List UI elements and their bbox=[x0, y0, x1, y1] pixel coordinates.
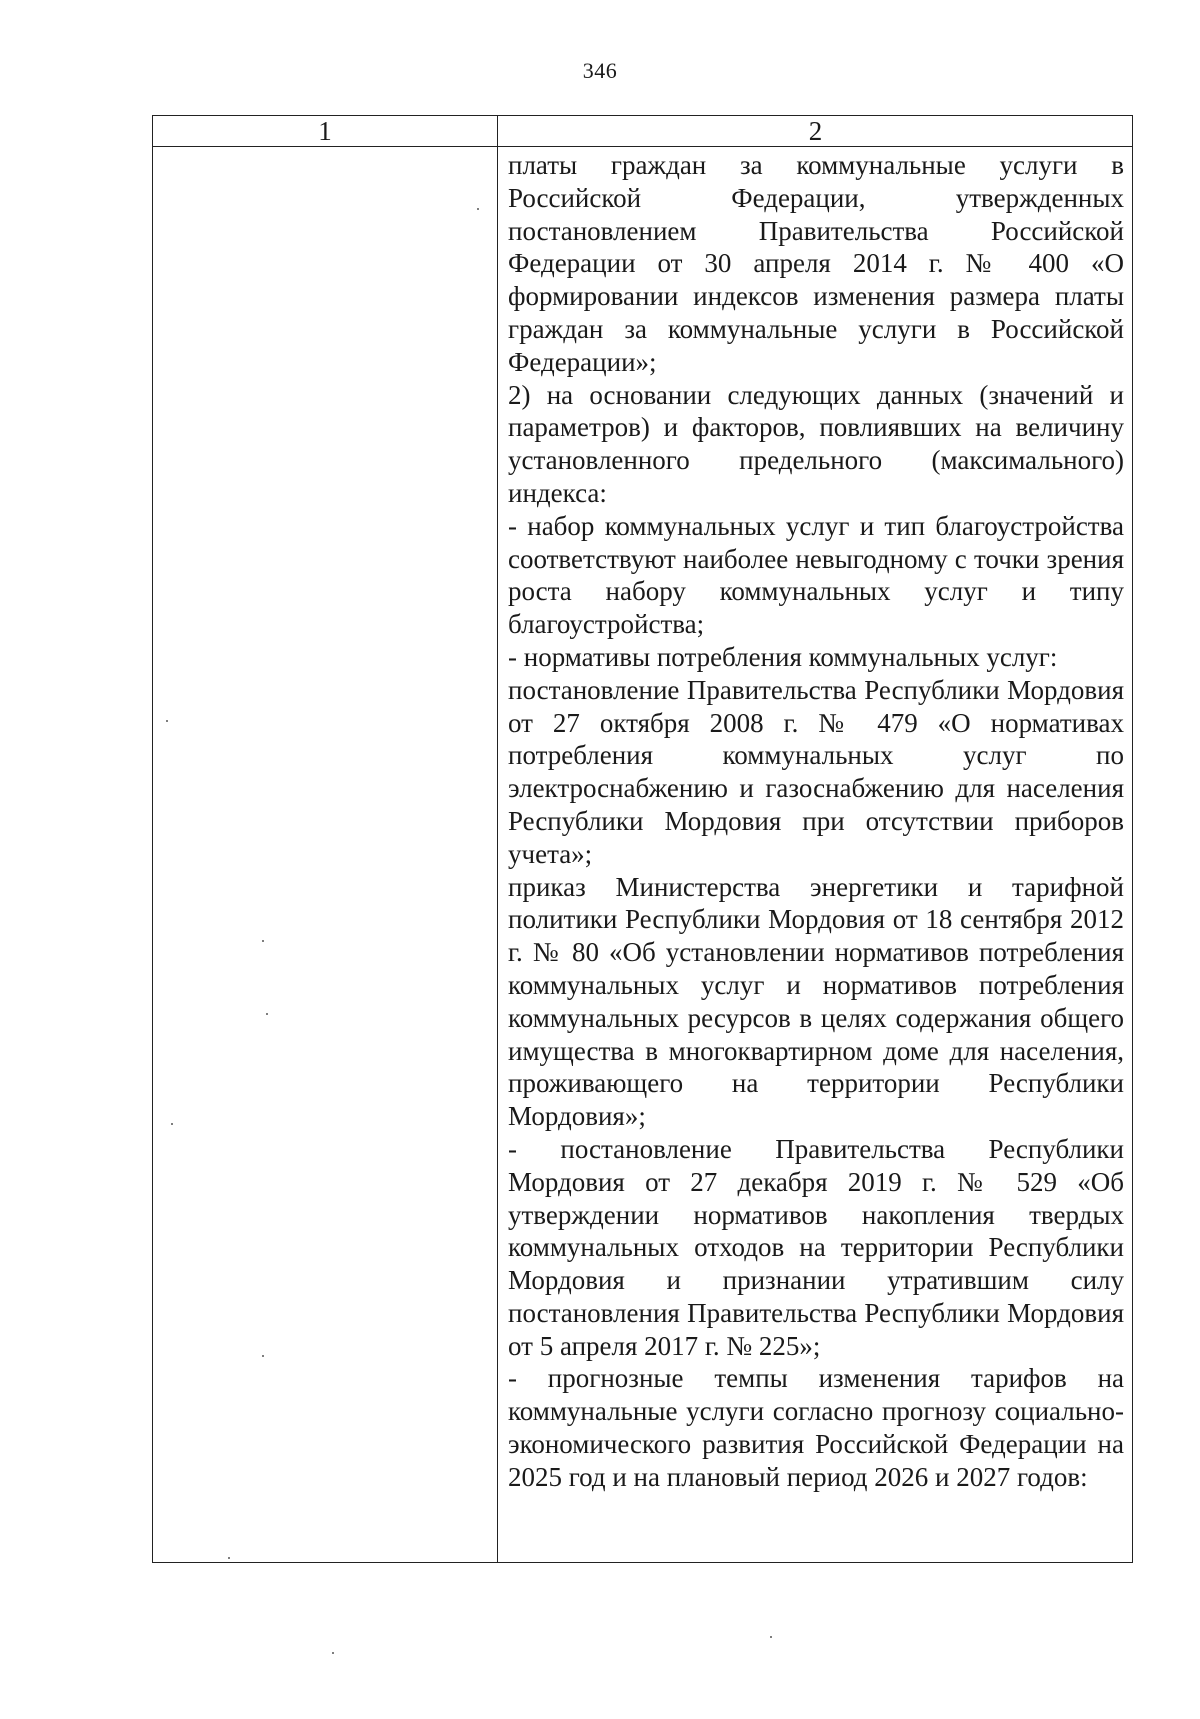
document-table bbox=[152, 115, 1133, 1563]
scan-speck bbox=[166, 720, 168, 722]
scan-speck bbox=[171, 1123, 173, 1125]
paragraph: - нормативы потребления коммунальных услуг: bbox=[508, 641, 1058, 672]
scan-speck bbox=[770, 1636, 772, 1638]
paragraph: - набор коммунальных услуг и тип благоустройства соответствуют наиболее невыгодному с точки зрения роста набору коммунальных услуг и типу благоустройства; bbox=[508, 510, 1124, 640]
scan-speck bbox=[228, 1557, 230, 1559]
table-header-row bbox=[153, 116, 1132, 147]
paragraph: приказ Министерства энергетики и тарифной политики Республики Мордовия от 18 сентября 2012 г. № 80 «Об установлении нормативов потребления коммунальных услуг и нормативов потребления коммунальных ресурсов в целях содержания общего имущества в многоквартирном доме для населения, проживающего на территории Республики Мордовия»; bbox=[508, 871, 1124, 1132]
column-2-content bbox=[508, 149, 1124, 1494]
scan-speck bbox=[332, 1652, 334, 1654]
paragraph: - прогнозные темпы изменения тарифов на коммунальные услуги согласно прогнозу социально-экономического развития Российской Федерации на 2025 год и на плановый период 2026 и 2027 годов: bbox=[508, 1363, 1124, 1492]
scan-speck bbox=[266, 1013, 268, 1015]
paragraph: 2) на основании следующих данных (значений и параметров) и факторов, повлиявших на величину установленного предельного (максимального) индекса: bbox=[508, 379, 1124, 508]
paragraph: платы граждан за коммунальные услуги в Российской Федерации, утвержденных постановлением Правительства Российской Федерации от 30 апреля 2014 г. № 400 «О формировании индексов изменения размера платы граждан за коммунальные услуги в Российской Федерации»; bbox=[508, 150, 1124, 377]
column-header-2: 2 bbox=[808, 116, 823, 146]
scan-speck bbox=[262, 1355, 264, 1357]
scan-speck bbox=[477, 208, 479, 210]
column-divider bbox=[497, 116, 498, 1562]
paragraph: постановление Правительства Республики Мордовия от 27 октября 2008 г. № 479 «О нормативах потребления коммунальных услуг по электроснабжению и газоснабжению для населения Республики Мордовия при отсутствии приборов учета»; bbox=[508, 674, 1124, 869]
scan-speck bbox=[262, 940, 264, 942]
column-header-1: 1 bbox=[318, 116, 332, 146]
paragraph: - постановление Правительства Республики Мордовия от 27 декабря 2019 г. № 529 «Об утверждении нормативов накопления твердых коммунальных отходов на территории Республики Мордовия и признании утратившим силу постановления Правительства Республики Мордовия от 5 апреля 2017 г. № 225»; bbox=[508, 1133, 1124, 1361]
page-number: 346 bbox=[582, 58, 618, 83]
